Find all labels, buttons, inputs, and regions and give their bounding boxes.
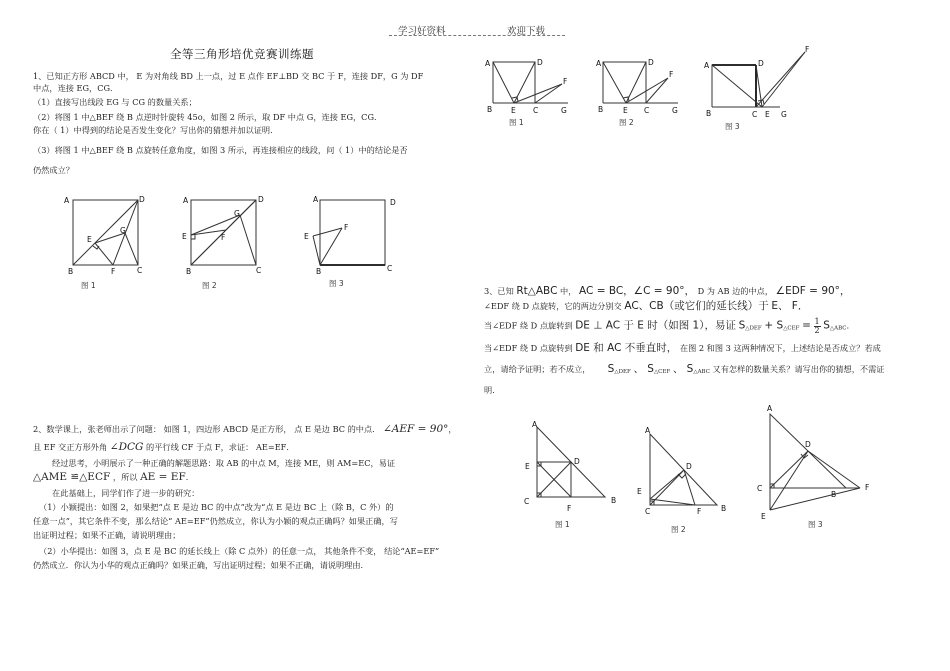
p3-line1-a: 3、已知 [484,286,514,296]
tr-fig1-label-f: F [563,77,568,86]
p1-fig1-label-g: G [120,226,126,235]
tr-fig1-label-e: E [511,106,516,115]
p1-fig3-label-f: F [344,223,349,232]
p1-q3a: （3）将图 1 中△BEF 绕 B 点旋转任意角度，如图 3 所示，再连接相应的线段，问（ 1）中的结论是否 [33,145,408,155]
p3-fig2-ef [650,499,695,505]
tr-fig3-label-d: D [758,59,764,68]
tr-fig2-label-c: C [644,106,650,115]
tr-fig2-label-g: G [672,106,678,115]
p2-line1-text: 2、数学课上，张老师出示了问题： 如图 1，四边形 ABCD 是正方形， 点 E 是边 BC 的中点． [33,424,381,434]
p3-line3-s3-sub: △ABC [829,325,847,332]
p3-fig3-label-e: E [761,512,766,521]
p1-fig3-label-c: C [387,264,393,273]
tr-fig1-label-b: B [487,105,493,114]
p1-fig3-caption: 图 3 [329,279,344,288]
p2-line4-congruence: △AME ≌△ECF [33,471,111,483]
p1-line1: 1、已知正方形 ABCD 中， E 为对角线 BD 上一点，过 E 点作 EF⊥BD 交 BC 于 F，连接 DF，G 为 DF [33,71,424,81]
p3-fig3-df [808,451,860,488]
p3-fig3-ed [770,451,808,510]
tr-fig2-label-f: F [669,70,674,79]
p3-fig2-label-c: C [645,507,651,516]
p3-line5-e: 又有怎样的数量关系？请写出你的猜想，不需证 [712,364,885,374]
p2-line1-comma: ， [448,424,457,434]
p3-fig2-label-f: F [697,507,702,516]
tr-fig1-label-g: G [561,106,567,115]
p3-fig1-caption: 图 1 [555,520,570,529]
p1-fig1-label-c: C [137,266,143,275]
p3-line4-b: DE 和 AC 不垂直时， [575,342,678,354]
p3-line2-a: ∠EDF 绕 D 点旋转，它的两边分别交 [484,301,622,311]
p2-line4-so: ，所以 [112,472,138,482]
p2-line3: 经过思考，小明展示了一种正确的解题思路：取 AB 的中点 M，连接 ME，则 AM=EC，易证 [52,458,396,468]
header-right: 欢迎下载 [507,26,546,37]
tr-fig3-label-g: G [781,110,787,119]
tr-fig3-label-c: C [752,110,758,119]
p3-fig3-label-c: C [757,484,763,493]
p3-fig2-label-b: B [721,504,727,513]
tr-fig3-label-f: F [805,45,810,54]
p3-fig1-label-a: A [532,420,538,429]
p3-line3-s3: S [823,319,830,332]
p1-fig1-label-e: E [87,235,92,244]
p3-line5-s3-sub: △ABC [693,369,710,375]
p1-fig2-label-c: C [256,266,262,275]
p1-fig2-label-g: G [234,209,240,218]
p3-line3-s1: S [738,319,746,332]
p3-line1-triangle: Rt△ABC [516,285,558,297]
p1-fig2-label-b: B [186,267,192,276]
p3-line3-a: 当∠EDF 绕 D 点旋转到 [484,320,573,331]
tr-fig1-label-a: A [485,59,491,68]
p1-fig2-label-a: A [183,196,189,205]
tr-fig3-caption: 图 3 [725,122,740,131]
p2-line2-angle: ∠DCG [109,441,144,453]
p3-line3-frac-num: 1 [814,317,820,326]
p1-fig3-label-b: B [316,267,322,276]
p1-line2: 中点，连接 EG，CG． [33,83,119,93]
p3-line1-e: D 为 AB 边的中点， [697,286,774,296]
p2-line1-angle: ∠AEF = 90° [382,423,449,435]
p3-fig1-label-d: D [574,457,580,466]
p3-fig2-right-angle-d [678,474,686,478]
p1-fig1-label-a: A [64,196,70,205]
p1-fig2-label-d: D [258,195,264,204]
p3-fig2-label-d: D [686,462,692,471]
p3-line3-period: . [846,320,850,331]
tr-fig1-label-c: C [533,106,539,115]
p2-s2a: （2）小华提出：如图 3，点 E 是 BC 的延长线上（除 C 点外）的任意一点， 其他条件不变， 结论“AE=EF” [39,546,440,556]
p3-line3-b: DE ⊥ AC 于 E 时（如图 1），易证 [575,319,736,332]
p3-line5-s2: 、 S [633,363,654,375]
tr-fig1-caption: 图 1 [509,118,524,127]
p3-line5-s2-sub: △CEF [653,369,671,375]
p1-fig1-label-b: B [68,267,74,276]
p3-fig3-diagram [770,414,860,510]
p1-q2b: 你在（ 1）中得到的结论是否发生变化？写出你的猜想并加以证明． [33,125,279,135]
p2-s2b: 仍然成立．你认为小华的观点正确吗？如果正确，写出证明过程；如果不正确，请说明理由． [33,560,369,570]
p3-fig2-label-e: E [637,487,642,496]
p3-line3-equals: = [802,319,811,332]
p2-s1b: 任意一点”，其它条件不变，那么结论“ AE=EF”仍然成立，你认为小颖的观点正确吗？如果正确，写 [33,516,398,526]
tr-fig1-label-d: D [537,58,543,67]
p3-line1-angle: ∠EDF = 90°， [775,285,851,297]
p1-fig3-label-e: E [304,232,309,241]
p3-fig2-diagram [650,434,717,505]
p3-fig1-label-e: E [525,462,530,471]
p1-q1: （1）直接写出线段 EG 与 CG 的数量关系； [33,97,197,107]
p1-fig3-label-d: D [390,198,396,207]
p1-fig2-label-e: E [182,232,187,241]
p2-line4-period: ． [185,472,194,482]
header-left: 学习好资料 [398,26,446,37]
p3-line5-s1-sub: △DEF [614,369,631,375]
p3-line5-s3: 、 S [672,363,694,375]
p3-line3-s2-sub: △CEF [783,325,800,332]
p2-s1c: 出证明过程；如果不正确，请说明理由； [33,530,181,540]
p1-fig1-label-d: D [139,195,145,204]
p3-line3-s1-sub: △DEF [745,325,762,332]
p2-line5: 在此基础上，同学们作了进一步的研究： [52,488,200,498]
p3-line3-frac-den: 2 [814,326,820,335]
p3-line5-a: 立，请给予证明；若不成立， [484,364,591,374]
p2-line2-text-a: 且 EF 交正方形外角 [33,442,108,452]
p3-line1-c: 中， [560,286,577,296]
p1-fig2-label-f: F [221,233,226,242]
tr-fig3-label-a: A [704,61,710,70]
tr-fig2-label-b: B [598,105,604,114]
tr-fig2-caption: 图 2 [619,118,634,127]
p3-fig3-label-a: A [767,404,773,413]
p1-fig2-caption: 图 2 [202,281,217,290]
p3-fig3-label-f: F [865,483,870,492]
p3-line5-s1: S [607,363,615,375]
p2-line4-conclusion: AE = EF [140,471,186,483]
p3-fig1-label-f: F [567,504,572,513]
p1-fig3-label-a: A [313,195,319,204]
p2-line2-text-c: 的平行线 CF 于点 F，求证： AE=EF． [146,442,295,452]
p3-fig1-label-b: B [611,496,617,505]
tr-fig3-label-b: B [706,109,712,118]
p3-line6: 明． [484,385,501,395]
p3-fig3-label-b: B [831,490,837,499]
p1-fig1-caption: 图 1 [81,281,96,290]
page-title: 全等三角形培优竞赛训练题 [170,47,314,61]
p3-fig3-caption: 图 3 [808,520,823,529]
p1-q3b: 仍然成立？ [33,165,74,175]
p3-fig2-caption: 图 2 [671,525,686,534]
p3-fig2-label-a: A [645,426,651,435]
p3-line2-b: AC、CB（或它们的延长线）于 [624,300,769,312]
p3-line2-c: E、 F． [771,300,809,312]
p3-fig3-ef [770,488,860,510]
p1-fig1-label-f: F [111,267,116,276]
p3-line4-c: 在图 2 和图 3 这两种情况下，上述结论是否成立？若成 [679,343,881,353]
p3-fig3-label-d: D [805,440,811,449]
p3-fig1-diagram [537,427,605,497]
p3-fig1-label-c: C [524,497,530,506]
tr-fig2-label-a: A [596,59,602,68]
tr-fig2-label-e: E [623,106,628,115]
p3-line1-conditions: AC = BC，∠C = 90°， [579,285,696,297]
tr-fig2-label-d: D [648,58,654,67]
tr-fig3-label-e: E [765,110,770,119]
p3-line4-a: 当∠EDF 绕 D 点旋转到 [484,343,573,353]
p1-q2a: （2）将图 1 中△BEF 绕 B 点逆时针旋转 45o，如图 2 所示，取 DF 中点 G，连接 EG，CG． [33,112,383,122]
p3-line3-plus-s: + S [764,319,784,332]
p2-s1a: （1）小颖提出：如图 2，如果把“点 E 是边 BC 的中点”改为“点 E 是边 BC 上（除 B，C 外）的 [39,502,394,512]
